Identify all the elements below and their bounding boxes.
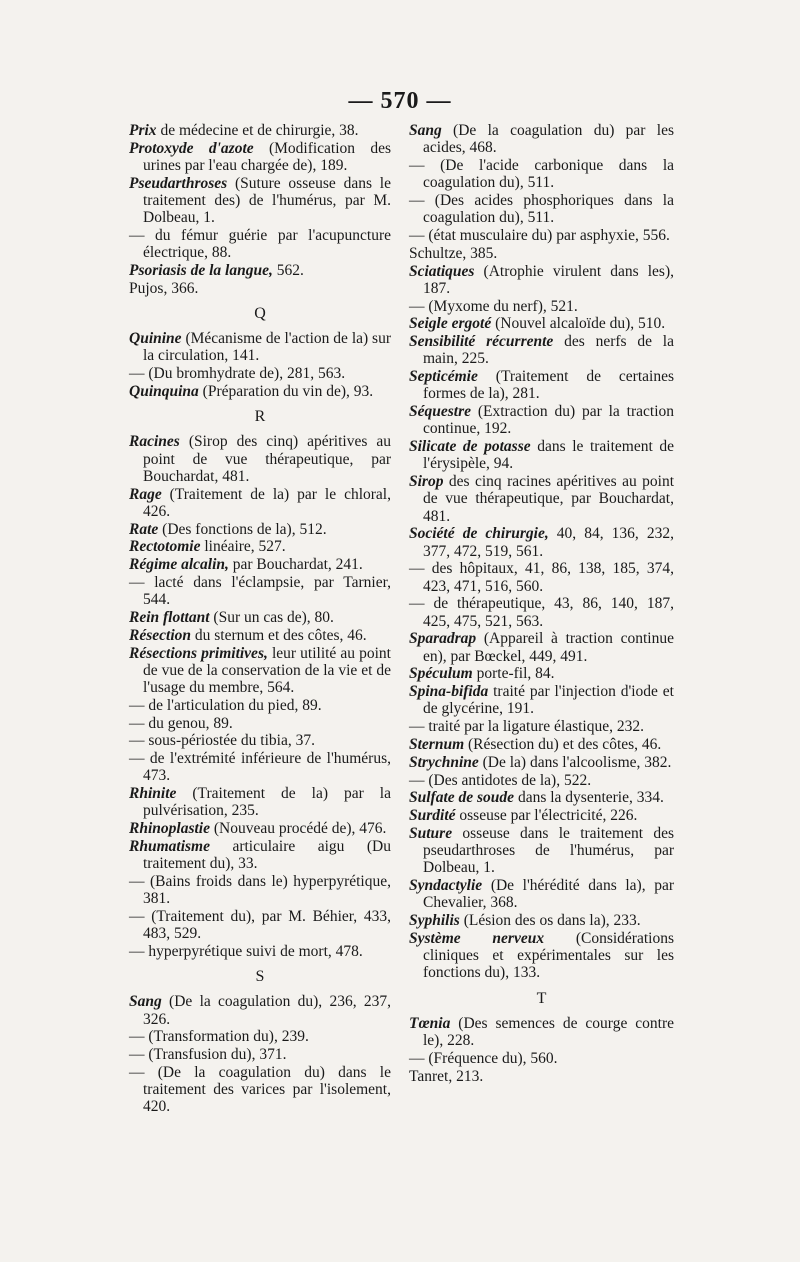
entry-text: (Des fonctions de la), 512.: [158, 520, 327, 538]
index-entry: [129, 538, 391, 555]
entry-term: Séquestre: [409, 403, 471, 421]
entry-text: Schultze, 385.: [409, 244, 498, 262]
entry-text: — du fémur guérie par l'acupuncture électrique, 88.: [129, 227, 391, 262]
entry-text: (Appareil à traction continue en), par Bœckel, 449, 491.: [423, 630, 674, 665]
section-letter-q: Q: [254, 305, 266, 322]
entry-text: (Considérations cliniques et expérimentales sur les fonctions du), 133.: [423, 929, 674, 982]
index-entry: [409, 1015, 674, 1049]
entry-text: — des hôpitaux, 41, 86, 138, 185, 374, 423, 471, 516, 560.: [409, 560, 674, 595]
index-entry: [409, 683, 674, 717]
entry-text: (Extraction du) par la traction continue, 192.: [423, 403, 674, 438]
entry-term: Suture: [409, 824, 453, 842]
entry-term: Rhumatisme: [129, 837, 210, 855]
index-entry: [129, 1028, 391, 1045]
entry-term: Protoxyde d'azote: [129, 139, 254, 157]
entry-term: Rage: [129, 485, 162, 503]
entry-term: Société de chirurgie,: [409, 525, 549, 543]
entry-text: — de l'articulation du pied, 89.: [129, 696, 322, 714]
entry-text: osseuse dans le traitement des pseudarthroses de l'humérus, par Dolbeau, 1.: [423, 824, 674, 877]
entry-text: (Résection du) et des côtes, 46.: [464, 735, 662, 753]
page-number: — 570 —: [348, 88, 452, 114]
entry-text: porte-fil, 84.: [472, 665, 555, 683]
entry-term: Spéculum: [409, 665, 473, 683]
index-entry: [409, 122, 674, 156]
entry-text: linéaire, 527.: [200, 538, 286, 556]
entry-text: — (Traitement du), par M. Béhier, 433, 483, 529.: [129, 907, 391, 943]
index-entry: [129, 227, 391, 261]
entry-text: des nerfs de la main, 225.: [423, 333, 674, 368]
index-entry: [129, 574, 391, 608]
index-entry: [129, 750, 391, 784]
index-entry: [129, 556, 391, 573]
entry-term: Système nerveux: [409, 929, 545, 947]
left-column: [129, 122, 391, 1116]
entry-text: (Des semences de courge contre le), 228.: [423, 1014, 674, 1049]
index-entry: [409, 368, 674, 402]
entry-text: du sternum et des côtes, 46.: [191, 626, 367, 644]
index-entry: [129, 697, 391, 714]
index-entry: [129, 262, 391, 279]
index-entry: [129, 175, 391, 227]
entry-text: (De la) dans l'alcoolisme, 382.: [478, 753, 672, 771]
entry-term: Rein flottant: [129, 609, 210, 626]
entry-text: — (état musculaire du) par asphyxie, 556.: [409, 227, 670, 244]
index-entry: [409, 1068, 674, 1085]
entry-text: 40, 84, 136, 232, 377, 472, 519, 561.: [423, 525, 674, 560]
index-entry: [409, 560, 674, 594]
index-entry: [129, 993, 391, 1027]
index-entry: [129, 627, 391, 644]
entry-text: des cinq racines apéritives au point de vue thérapeutique, par Bouchardat, 481.: [423, 473, 674, 525]
entry-term: Prix: [129, 122, 157, 139]
entry-text: (Modification des urines par l'eau chargée de), 189.: [143, 139, 391, 174]
entry-term: Régime alcalin,: [129, 556, 229, 574]
entry-term: Sulfate de soude: [409, 789, 515, 807]
right-column: [409, 122, 674, 1085]
entry-term: Sternum: [409, 735, 465, 753]
entry-text: (De l'hérédité dans la), par Chevalier, 368.: [423, 877, 674, 912]
index-entry: [129, 715, 391, 732]
entry-text: traité par l'injection d'iode et de glycérine, 191.: [423, 683, 674, 718]
entry-term: Sang: [409, 122, 442, 139]
index-entry: [129, 122, 391, 139]
entry-text: (De la coagulation du), 236, 237, 326.: [143, 993, 391, 1028]
entry-group: [409, 122, 674, 982]
index-entry: [129, 645, 391, 697]
entry-text: — du genou, 89.: [129, 714, 233, 732]
index-entry: [409, 315, 674, 332]
entry-group: [129, 330, 391, 400]
entry-text: — (Myxome du nerf), 521.: [409, 297, 578, 315]
entry-term: Rate: [129, 520, 159, 538]
index-entry: [409, 245, 674, 262]
entry-text: (Traitement de certaines formes de la), 281.: [423, 368, 674, 403]
entry-text: par Bouchardat, 241.: [228, 556, 363, 574]
entry-term: Rhinite: [129, 785, 177, 803]
entry-text: (Nouvel alcaloïde du), 510.: [491, 315, 666, 333]
index-entry: [129, 838, 391, 872]
entry-group: [129, 122, 391, 297]
entry-text: (Nouveau procédé de), 476.: [209, 820, 387, 838]
index-entry: [409, 227, 674, 244]
index-entry: [409, 877, 674, 911]
index-entry: [129, 1046, 391, 1063]
entry-text: Tanret, 213.: [409, 1067, 484, 1085]
index-entry: [409, 630, 674, 664]
index-entry: [409, 298, 674, 315]
entry-term: Sang: [129, 993, 162, 1011]
entry-term: Syndactylie: [409, 877, 483, 895]
entry-text: — (Fréquence du), 560.: [409, 1049, 558, 1067]
entry-term: Sensibilité récurrente: [409, 333, 554, 351]
index-entry: [129, 785, 391, 819]
entry-text: — sous-périostée du tibia, 37.: [129, 732, 315, 750]
index-entry: [409, 192, 674, 226]
entry-term: Psoriasis de la langue,: [129, 262, 273, 279]
entry-term: Résections primitives,: [129, 644, 268, 662]
entry-term: Sciatiques: [409, 262, 475, 280]
index-entry: [129, 908, 391, 942]
index-entry: [129, 732, 391, 749]
index-entry: [129, 521, 391, 538]
entry-text: 562.: [272, 262, 304, 279]
entry-term: Tœnia: [409, 1014, 451, 1032]
entry-text: osseuse par l'électricité, 226.: [455, 807, 638, 825]
entry-term: Silicate de potasse: [409, 438, 531, 456]
entry-term: Surdité: [409, 807, 456, 825]
entry-text: articulaire aigu (Du traitement du), 33.: [143, 837, 391, 873]
entry-text: — hyperpyrétique suivi de mort, 478.: [129, 942, 363, 960]
entry-term: Strychnine: [409, 753, 479, 771]
entry-group: [409, 1015, 674, 1085]
entry-text: de médecine et de chirurgie, 38.: [156, 122, 359, 139]
index-entry: [409, 754, 674, 771]
index-entry: [409, 403, 674, 437]
entry-text: (Mécanisme de l'action de la) sur la circulation, 141.: [143, 330, 391, 365]
entry-text: — lacté dans l'éclampsie, par Tarnier, 544.: [129, 574, 391, 609]
index-entry: [409, 772, 674, 789]
index-entry: [129, 486, 391, 520]
section-letter-s: S: [255, 968, 265, 986]
entry-term: Rectotomie: [129, 538, 201, 556]
entry-text: — traité par la ligature élastique, 232.: [409, 718, 644, 736]
index-entry: [409, 263, 674, 297]
entry-text: (Sirop des cinq) apéritives au point de vue thérapeutique, par Bouchardat, 481.: [143, 433, 391, 485]
index-entry: [129, 365, 391, 382]
entry-text: Pujos, 366.: [129, 279, 199, 297]
entry-text: (Lésion des os dans la), 233.: [459, 912, 641, 930]
entry-text: — (De la coagulation du) dans le traitement des varices par l'isolement, 420.: [129, 1063, 391, 1116]
index-entry: [409, 718, 674, 735]
index-entry: [409, 333, 674, 367]
entry-term: Syphilis: [409, 912, 460, 930]
entry-term: Quinine: [129, 330, 182, 348]
entry-term: Rhinoplastie: [129, 820, 210, 838]
entry-term: Racines: [129, 433, 180, 451]
entry-term: Septicémie: [409, 368, 478, 386]
index-entry: [409, 473, 674, 525]
index-entry: [129, 280, 391, 297]
entry-text: (Traitement de la) par la pulvérisation, 235.: [143, 785, 391, 820]
entry-text: (Traitement de la) par le chloral, 426.: [143, 485, 391, 520]
entry-text: dans le traitement de l'érysipèle, 94.: [423, 438, 674, 473]
entry-text: — (De l'acide carbonique dans la coagulation du), 511.: [409, 157, 674, 192]
entry-group: [129, 993, 391, 1115]
entry-text: — (Des antidotes de la), 522.: [409, 771, 592, 789]
entry-text: — (Transfusion du), 371.: [129, 1046, 287, 1064]
entry-text: — de thérapeutique, 43, 86, 140, 187, 425, 475, 521, 563.: [409, 595, 674, 630]
entry-term: Spina-bifida: [409, 683, 489, 701]
index-entry: [129, 820, 391, 837]
index-entry: [129, 383, 391, 400]
entry-text: (Suture osseuse dans le traitement des) de l'humérus, par M. Dolbeau, 1.: [143, 174, 391, 227]
index-entry: [129, 943, 391, 960]
entry-text: (De la coagulation du) par les acides, 468.: [423, 122, 674, 157]
index-entry: [409, 157, 674, 191]
entry-term: Sirop: [409, 473, 444, 491]
entry-term: Seigle ergoté: [409, 315, 492, 333]
index-entry: [409, 930, 674, 982]
index-entry: [409, 525, 674, 559]
entry-text: leur utilité au point de vue de la conservation de la vie et de l'usage du membre, 564.: [143, 644, 391, 696]
section-letter-t: T: [536, 989, 547, 1007]
index-entry: [409, 912, 674, 929]
entry-text: — (Transformation du), 239.: [129, 1028, 309, 1046]
index-entry: [409, 825, 674, 877]
entry-text: (Atrophie virulent dans les), 187.: [423, 262, 674, 297]
entry-term: Sparadrap: [409, 630, 477, 648]
index-entry: [409, 595, 674, 629]
index-entry: [409, 1050, 674, 1067]
entry-group: [129, 433, 391, 960]
entry-text: (Préparation du vin de), 93.: [198, 383, 374, 400]
index-entry: [129, 433, 391, 485]
entry-text: — (Bains froids dans le) hyperpyrétique, 381.: [129, 872, 391, 908]
entry-text: dans la dysenterie, 334.: [514, 789, 664, 807]
entry-term: Quinquina: [129, 383, 199, 400]
index-entry: [409, 807, 674, 824]
index-entry: [409, 665, 674, 682]
index-entry: [409, 789, 674, 806]
index-entry: [129, 330, 391, 364]
index-entry: [129, 1064, 391, 1116]
index-entry: [409, 736, 674, 753]
index-entry: [129, 873, 391, 907]
entry-text: — (Du bromhydrate de), 281, 563.: [129, 365, 346, 383]
entry-term: Résection: [129, 626, 191, 644]
entry-text: — de l'extrémité inférieure de l'humérus, 473.: [129, 750, 391, 785]
index-entry: [129, 140, 391, 174]
section-letter-r: R: [254, 408, 266, 426]
entry-term: Pseudarthroses: [129, 174, 228, 192]
index-entry: [409, 438, 674, 472]
entry-text: (Sur un cas de), 80.: [209, 609, 334, 626]
entry-text: — (Des acides phosphoriques dans la coagulation du), 511.: [409, 192, 674, 227]
index-entry: [129, 609, 391, 626]
